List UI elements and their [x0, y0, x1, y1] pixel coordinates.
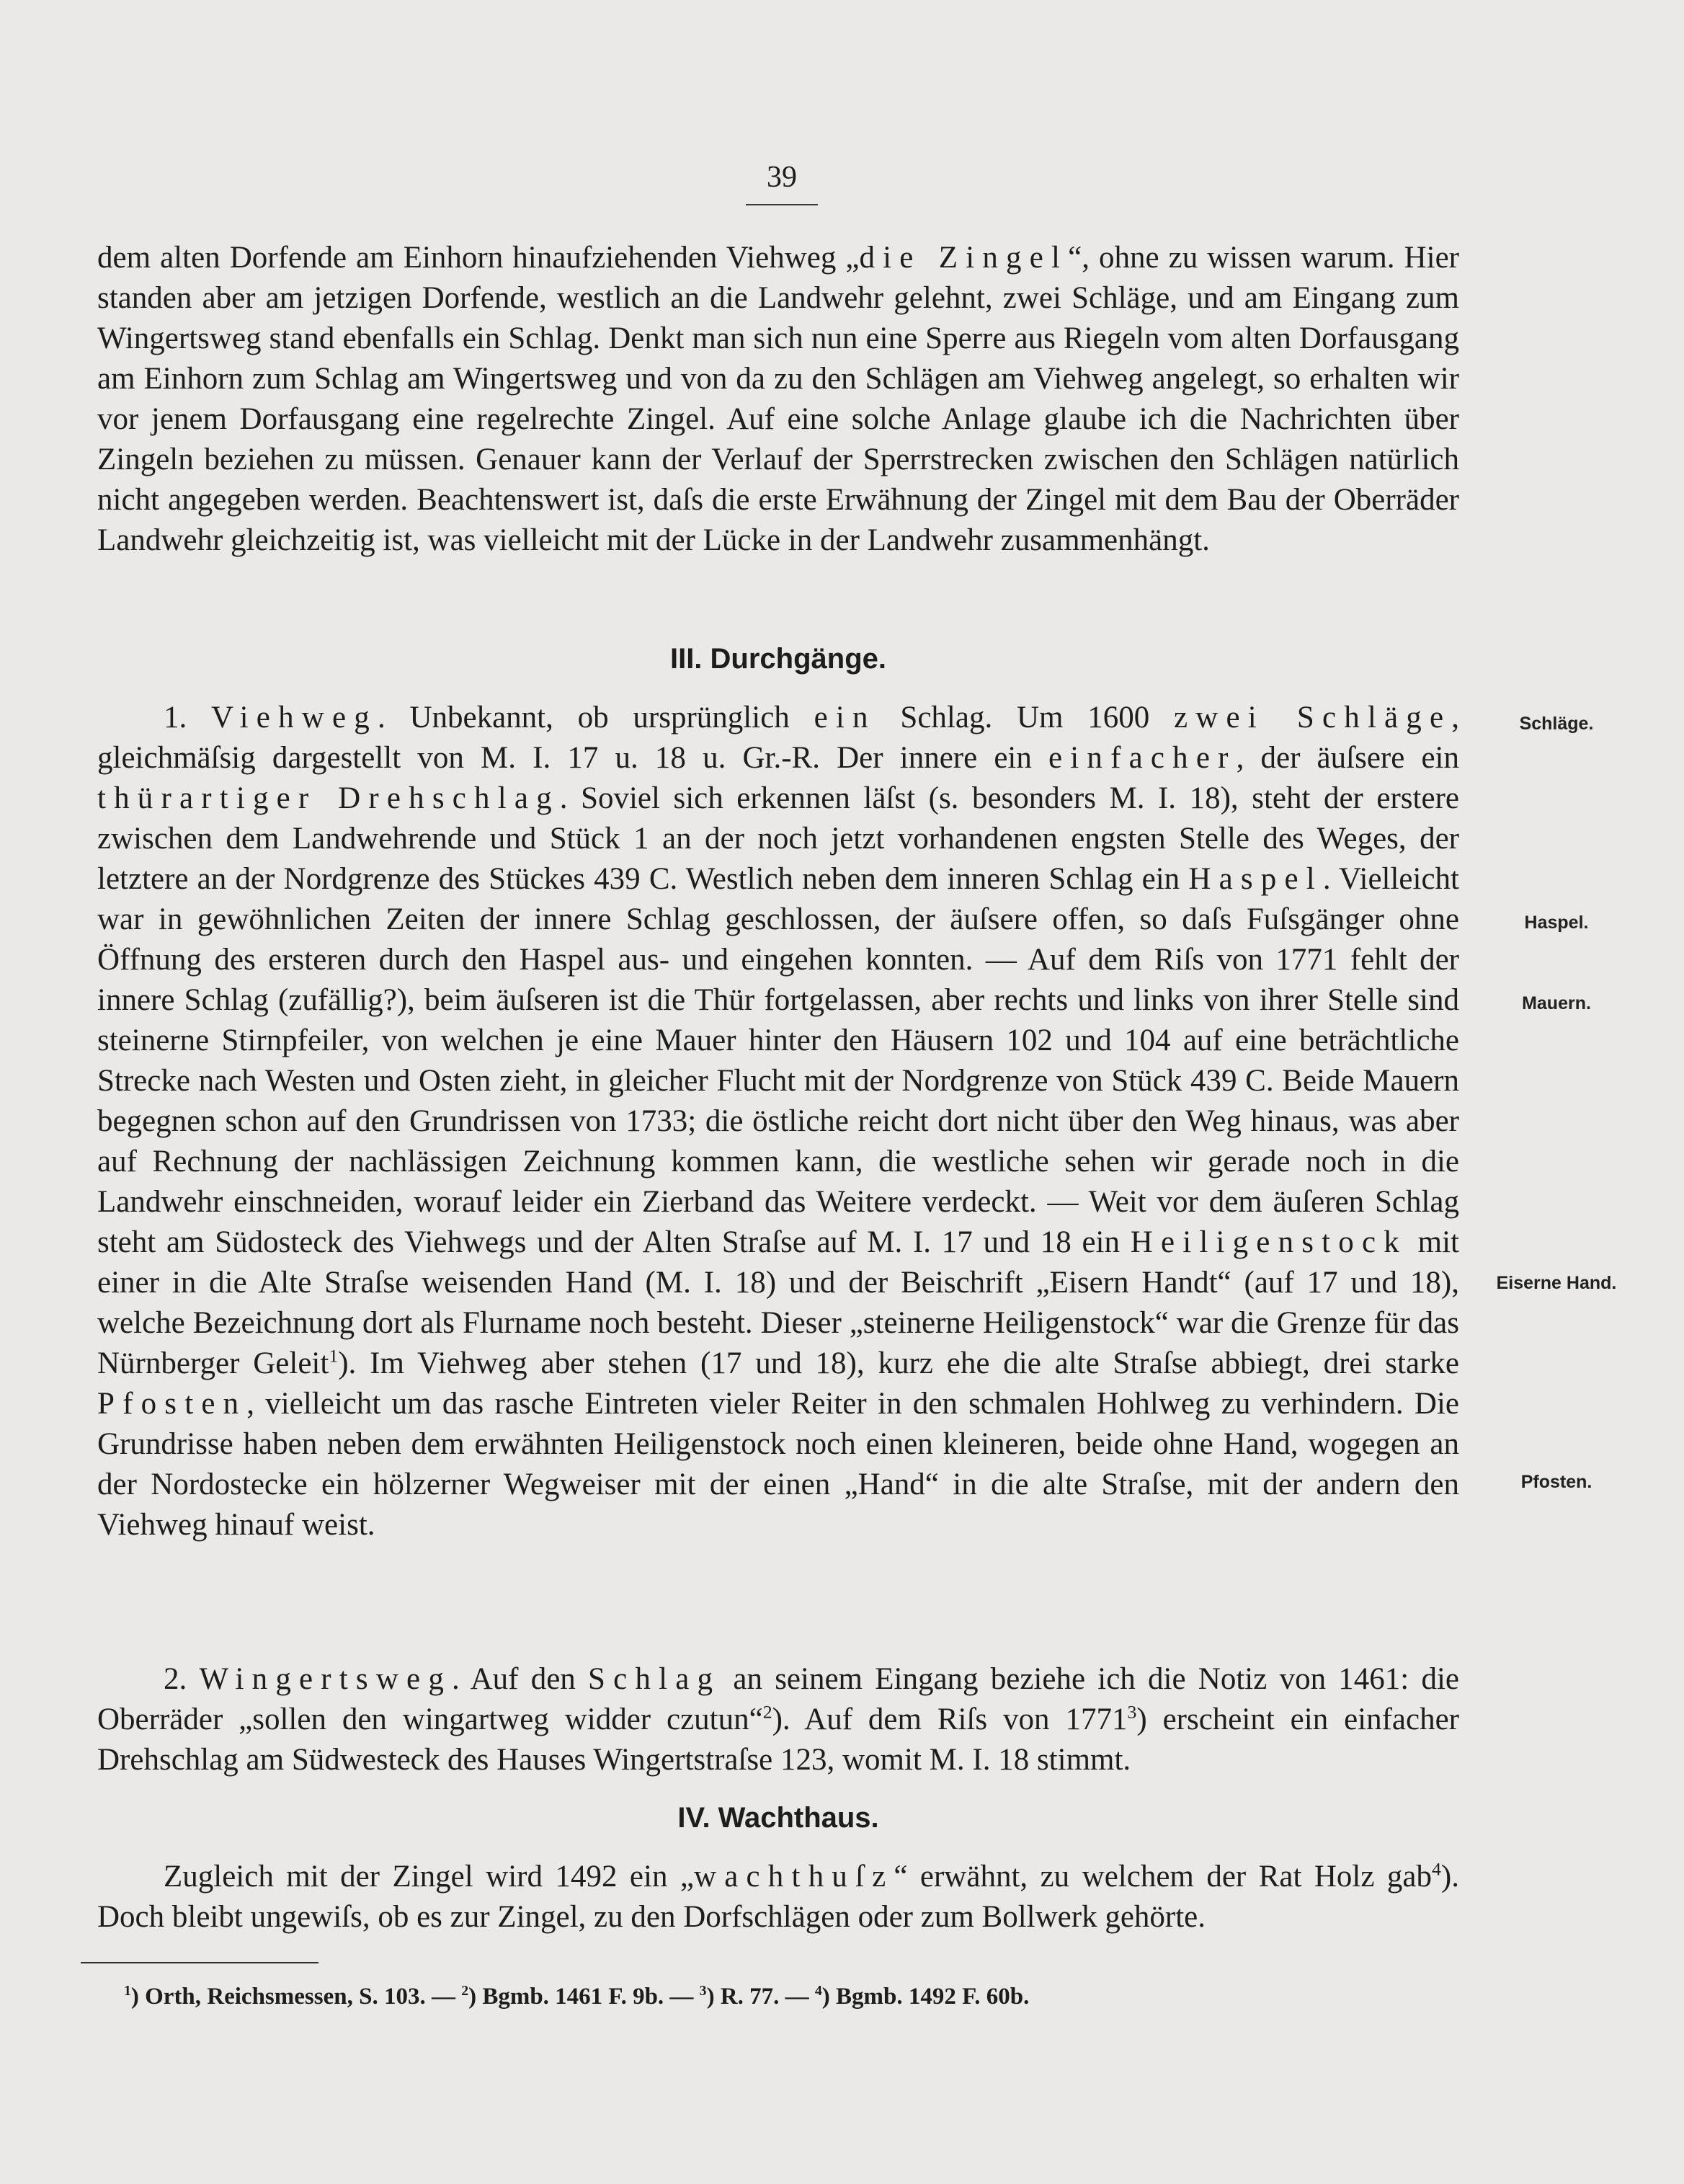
paragraph-wachthaus — [97, 1857, 1459, 1937]
footnote-ref-1: 1 — [329, 1345, 339, 1367]
body-text-wachthaus — [97, 1857, 1459, 1937]
text-run: “ erwähnt, zu welchem der Rat Holz gab — [894, 1860, 1433, 1894]
heading-block-3 — [97, 636, 1459, 682]
section-heading-durchgaenge: III. Durchgänge. — [669, 643, 887, 675]
margin-note-schlaege: Schläge. — [1519, 714, 1594, 734]
text-run: . Soviel sich erkennen läſst (s. besonders M. I. 18), steht der erstere zwischen dem Landwehrende und Stück 1 an der noch jetzt vorhandenen engsten Stelle des Weges, der letztere an der Nordgrenze des Stückes 439 C. Westlich neben dem inneren Schlag ein — [97, 781, 1459, 896]
footnote-1: ) Orth, Reichsmessen, S. 103. — — [130, 1984, 462, 2010]
text-run: dem alten Dorfende am Einhorn hinaufziehenden Viehweg „ — [97, 241, 860, 275]
paragraph-viehweg — [97, 698, 1459, 1545]
footnote-ref-3: 3 — [1127, 1701, 1137, 1723]
text-run: ) erscheint ein einfacher Drehschlag am Südwesteck des Hauses Wingertstraſse 123, womit M. I. 18 stimmt. — [97, 1703, 1460, 1777]
footnote-4: ) Bgmb. 1492 F. 60b. — [821, 1984, 1030, 2010]
paragraph-zingel — [97, 238, 1459, 561]
text-run: ). Doch bleibt ungewiſs, ob es zur Zingel, zu den Dorfschlägen oder zum Bollwerk gehörte. — [97, 1860, 1459, 1934]
text-run: . Unbekannt, ob ursprünglich — [377, 701, 814, 734]
spaced-term: Wingertsweg — [199, 1662, 452, 1696]
footnote-mark-1: 1 — [124, 1983, 131, 1999]
paragraph-wingertsweg — [97, 1659, 1459, 1780]
text-run: Zugleich mit der Zingel wird 1492 ein „ — [164, 1860, 695, 1894]
footnote-mark-4: 4 — [814, 1983, 822, 1999]
text-run: ). Im Viehweg aber stehen (17 und 18), kurz ehe die alte Straſse abbiegt, drei starke — [338, 1346, 1459, 1380]
spaced-term: die Zingel — [859, 241, 1069, 275]
spaced-term: einfacher — [1048, 741, 1237, 775]
spaced-term: Pfosten — [97, 1387, 247, 1421]
spaced-term: thürartiger Drehschlag — [97, 781, 560, 815]
spaced-term: Haspel — [1188, 862, 1323, 896]
spaced-term: wachthuſz — [694, 1860, 894, 1894]
text-run: . Auf den — [452, 1662, 589, 1696]
text-run: , gleichmäſsig dargestellt von M. I. 17 u. 18 u. Gr.-R. Der innere ein — [97, 701, 1460, 775]
text-run: . Vielleicht war in gewöhnlichen Zeiten der innere Schlag geschlossen, der äuſsere offen, so daſs Fuſsgänger ohne Öffnung des ersteren durch den Haspel aus- und eingehen konnten. — Auf dem Riſs von 1771 fehlt der innere Schlag (zufällig?), beim äuſseren ist die Thür fortgelassen, aber rechts und links von ihrer Stelle sind steinerne Stirnpfeiler, von welchen je eine Mauer hinter den Häusern 102 und 104 auf eine beträchtliche Strecke nach Westen und Osten zieht, in gleicher Flucht mit der Nordgrenze von Stück 439 C. Beide Mauern begegnen schon auf den Grundrissen von 1733; die östliche reicht dort nicht über den Weg hinaus, was aber auf Rechnung der nachlässigen Zeichnung kommen kann, die westliche sehen wir gerade noch in die Landwehr einschneiden, worauf leider ein Zierband das Weitere verdeckt. — Weit vor dem äuſeren Schlag steht am Südosteck des Viehwegs und der Alten Straſse auf M. I. 17 und 18 ein — [97, 862, 1459, 1259]
text-run: 2. — [164, 1662, 200, 1696]
margin-note-haspel: Haspel. — [1524, 913, 1589, 933]
spaced-term: ein — [814, 701, 876, 734]
page-number-rule — [746, 204, 818, 205]
text-run: “, ohne zu wissen warum. Hier standen aber am jetzigen Dorfende, westlich an die Landwehr gelehnt, zwei Schläge, und am Eingang zum Wingertsweg stand ebenfalls ein Schlag. Denkt man sich nun eine Sperre aus Riegeln vom alten Dorfausgang am Einhorn zum Schlag am Wingertsweg und von da zu den Schlägen am Viehweg angelegt, so erhalten wir vor jenem Dorfausgang eine regelrechte Zingel. Auf eine solche Anlage glaube ich die Nachrichten über Zingeln beziehen zu müssen. Genauer kann der Verlauf der Sperrstrecken zwischen den Schlägen natürlich nicht angegeben werden. Beachtenswert ist, daſs die erste Erwähnung der Zingel mit dem Bau der Oberräder Landwehr gleichzeitig ist, was vielleicht mit der Lücke in der Landwehr zusammenhängt. — [97, 241, 1460, 557]
spaced-term: zwei Schläge — [1174, 701, 1452, 734]
heading-block-4 — [97, 1795, 1459, 1841]
section-heading-wachthaus: IV. Wachthaus. — [677, 1802, 879, 1834]
margin-note-mauern: Mauern. — [1522, 993, 1591, 1013]
footnote-ref-4: 4 — [1432, 1858, 1441, 1880]
page-number: 39 — [767, 161, 797, 194]
spaced-term: Viehweg — [211, 701, 378, 734]
text-run: , der äuſsere ein — [1236, 741, 1459, 775]
body-text-wingertsweg — [97, 1659, 1459, 1780]
footnote-3: ) R. 77. — — [706, 1984, 815, 2010]
footnote-mark-3: 3 — [699, 1983, 707, 1999]
text-run: Schlag. Um 1600 — [876, 701, 1175, 734]
spaced-term: Schlag — [588, 1662, 721, 1696]
text-run: mit einer in die Alte Straſse weisenden Hand (M. I. 18) und der Beischrift „Eisern Handt“ (auf 17 und 18), welche Bezeichnung dort als Flurname noch besteht. Dieser „steinerne Heiligenstock“ war die Grenze für das Nürnberger Geleit — [97, 1225, 1459, 1380]
body-text-viehweg — [97, 698, 1459, 1545]
footnote-2: ) Bgmb. 1461 F. 9b. — — [468, 1984, 700, 2010]
text-run: 1. — [164, 701, 212, 734]
margin-note-pfosten: Pfosten. — [1520, 1472, 1592, 1492]
text-run: ). Auf dem Riſs von 1771 — [772, 1703, 1128, 1736]
footnote-rule — [81, 1962, 318, 1963]
footnote-ref-2: 2 — [762, 1701, 772, 1723]
footnotes — [124, 1981, 1421, 2012]
margin-note-eiserne-hand: Eiserne Hand. — [1496, 1273, 1617, 1293]
footnote-mark-2: 2 — [461, 1983, 469, 1999]
text-run: an seinem Eingang beziehe ich die Notiz von 1461: die Oberräder „sollen den wingartweg widder czutun“ — [97, 1662, 1460, 1736]
text-run: , vielleicht um das rasche Eintreten vieler Reiter in den schmalen Hohlweg zu verhindern. Die Grundrisse haben neben dem erwähnten Heiligenstock noch einen kleineren, beide ohne Hand, wogegen an der Nordostecke ein hölzerner Wegweiser mit der einen „Hand“ in die alte Straſse, mit der andern den Viehweg hinauf weist. — [97, 1387, 1459, 1542]
body-text-upper — [97, 238, 1459, 561]
spaced-term: Heiligenstock — [1130, 1225, 1407, 1259]
